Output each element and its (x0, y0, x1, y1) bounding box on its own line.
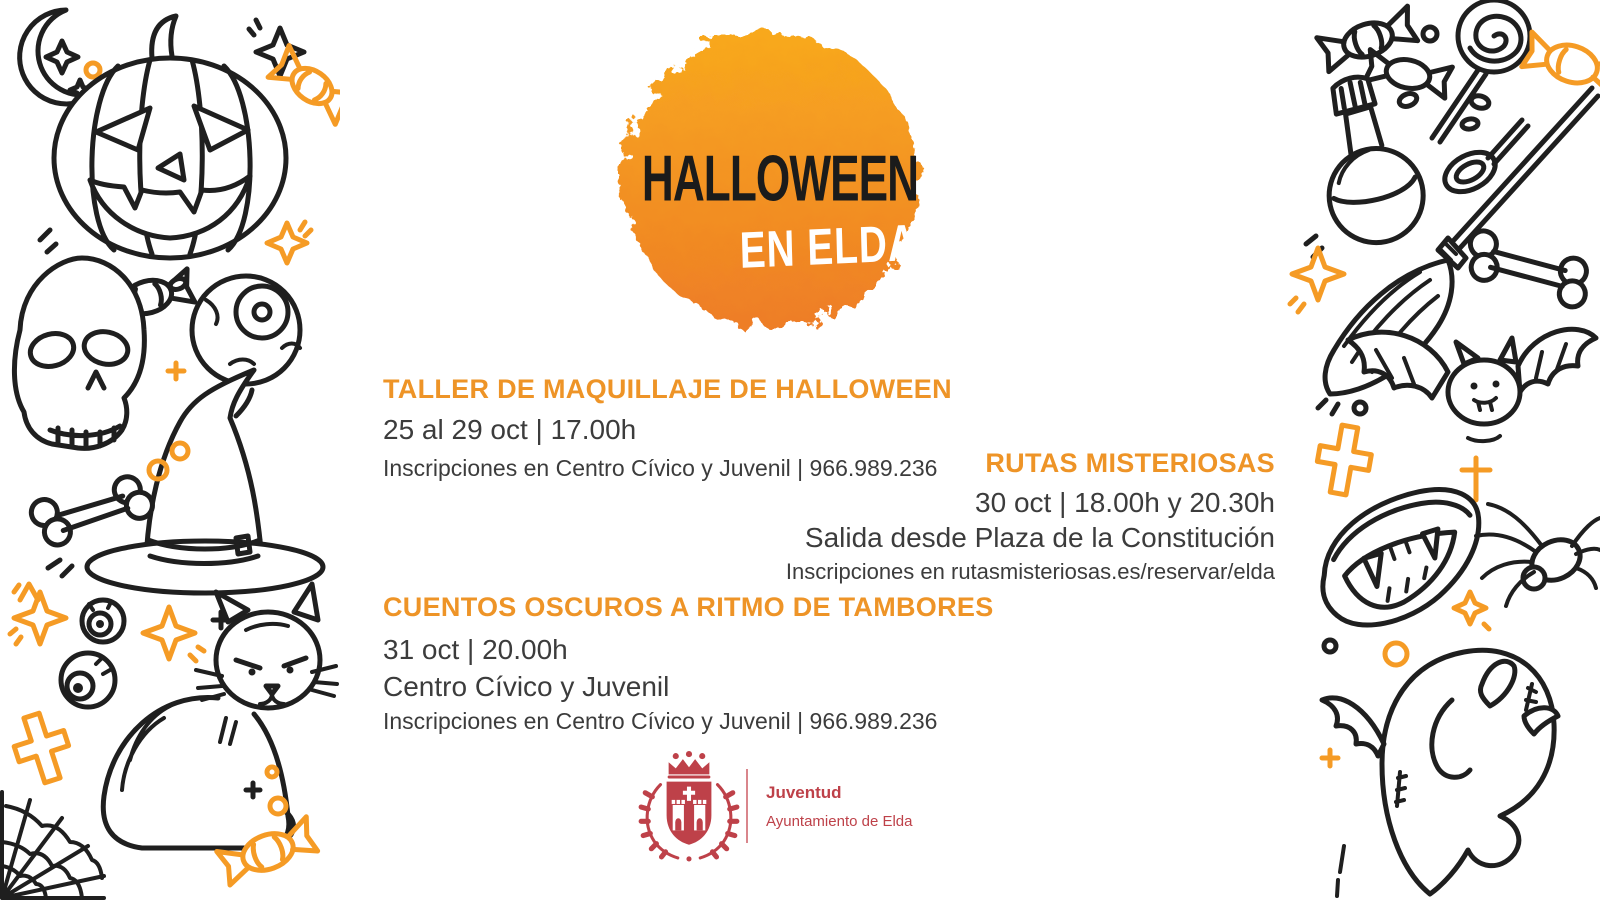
event-location: Centro Cívico y Juvenil (383, 671, 670, 702)
event-rutas-misteriosas (786, 448, 1275, 585)
event-date: 31 oct | 20.00h (383, 634, 568, 665)
department-name: Juventud (766, 782, 842, 802)
jack-o-lantern-icon (40, 16, 286, 258)
bone-icon (1460, 226, 1595, 312)
cross-orange-icon (1312, 422, 1375, 498)
candy-dot-icon (1461, 118, 1478, 130)
dot-black-icon (1354, 402, 1366, 414)
event-info: Inscripciones en Centro Cívico y Juvenil | 966.989.236 (383, 455, 938, 481)
candy-dot-icon (1470, 94, 1490, 110)
right-doodles-layer (1280, 0, 1600, 900)
left-doodles-layer (0, 0, 340, 900)
event-date: 25 al 29 oct | 17.00h (383, 414, 637, 445)
event-info: Inscripciones en Centro Cívico y Juvenil | 966.989.236 (383, 708, 938, 734)
dot-black-icon (1324, 640, 1336, 652)
dot-black-icon (1423, 27, 1437, 41)
skull-icon (14, 258, 144, 448)
plus-orange-icon (168, 363, 184, 379)
event-date: 30 oct | 18.00h y 20.30h (975, 487, 1275, 518)
poster-subtitle: EN ELDA (739, 215, 918, 280)
event-cuentos-oscuros (383, 592, 994, 735)
organization-name: Ayuntamiento de Elda (766, 812, 913, 830)
motion-ticks (48, 560, 72, 576)
logo-text-block (766, 783, 913, 830)
event-title: CUENTOS OSCUROS A RITMO DE TAMBORES (383, 592, 994, 622)
sparkle-orange-icon (1454, 592, 1489, 629)
event-title: RUTAS MISTERIOSAS (985, 448, 1275, 478)
sparkle-orange-icon (14, 584, 38, 600)
eyeball-candy-icon (82, 600, 124, 642)
candy-dot-icon (169, 277, 187, 292)
ghost-icon (1322, 650, 1558, 896)
ring-orange-icon (1385, 643, 1407, 665)
plus-orange-icon (1322, 750, 1338, 766)
bat-icon (1348, 329, 1596, 441)
sparkle-orange-icon (143, 607, 204, 661)
event-location: Salida desde Plaza de la Constitución (804, 522, 1275, 553)
sparkle-orange-icon (1290, 248, 1344, 312)
sparkle-orange-icon (267, 222, 311, 263)
footer-logo (638, 750, 913, 862)
poster-title: HALLOWEEN (641, 141, 919, 215)
cross-orange-icon (7, 708, 77, 789)
bone-icon (28, 472, 157, 550)
spider-web-icon (2, 792, 104, 898)
candy-orange-icon (1521, 32, 1600, 96)
candy-dot-icon (1397, 91, 1418, 108)
elda-crest-icon (638, 750, 740, 862)
candy-black-icon (1364, 50, 1453, 99)
event-title: TALLER DE MAQUILLAJE DE HALLOWEEN (383, 374, 952, 404)
event-info: Inscripciones en rutasmisteriosas.es/reservar/elda (785, 559, 1275, 584)
logo-divider (746, 769, 748, 843)
vampire-mouth-icon (1309, 482, 1494, 633)
eyeball-candy-icon (61, 653, 115, 707)
spider-icon (1476, 504, 1600, 606)
